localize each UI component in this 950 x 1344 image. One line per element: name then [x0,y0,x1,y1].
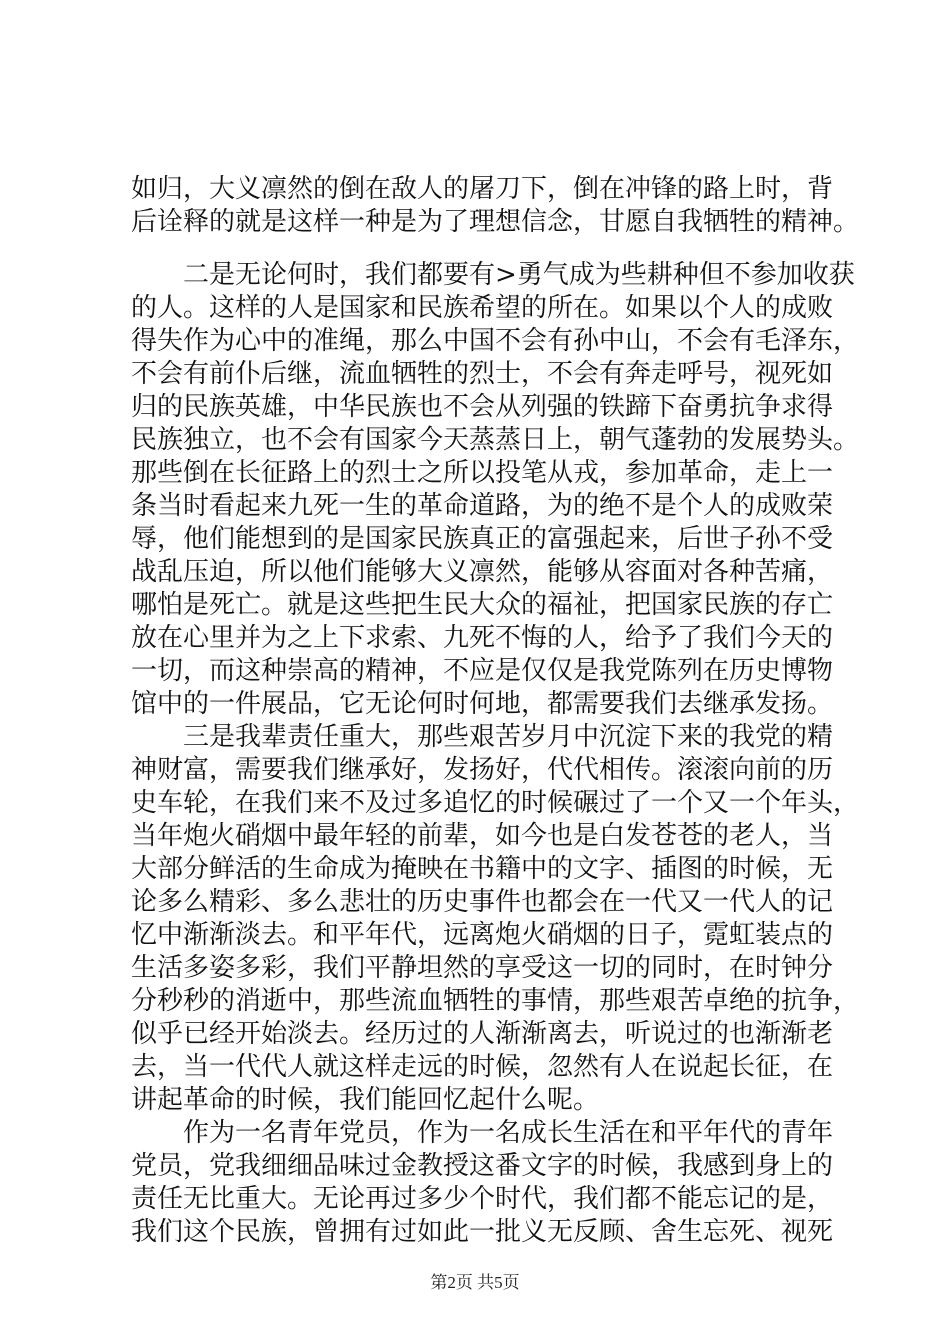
text-line: 条当时看起来九死一生的革命道路，为的绝不是个人的成败荣 [131,491,834,521]
paragraph-p1 [131,173,860,239]
text-line: 责任无比重大。无论再过多少个时代，我们都不能忘记的是， [131,1184,834,1214]
text-line: 那些倒在长征路上的烈士之所以投笔从戎，参加革命，走上一 [131,458,834,488]
paragraph-gap [131,239,831,259]
text-line: 大部分鲜活的生命成为掩映在书籍中的文字、插图的时候，无 [131,854,834,884]
text-line: 史车轮，在我们来不及过多追忆的时候碾过了一个又一个年头， [131,788,860,818]
text-line: 神财富，需要我们继承好，发扬好，代代相传。滚滚向前的历 [131,755,834,785]
text-line: 二是无论何时，我们都要有>勇气成为些耕种但不参加收获 [183,260,855,290]
text-line: 哪怕是死亡。就是这些把生民大众的福祉，把国家民族的存亡 [131,590,834,620]
paragraph-p2 [131,259,860,721]
text-line: 一切，而这种崇高的精神，不应是仅仅是我党陈列在历史博物 [131,656,834,686]
text-line: 战乱压迫，所以他们能够大义凛然，能够从容面对各种苦痛， [131,557,834,587]
text-line: 生活多姿多彩，我们平静坦然的享受这一切的同时，在时钟分 [131,953,834,983]
paragraph-p4 [131,1117,834,1249]
text-line: 得失作为心中的准绳，那么中国不会有孙中山，不会有毛泽东， [131,326,860,356]
document-body [131,173,860,1249]
text-line: 不会有前仆后继，流血牺牲的烈士，不会有奔走呼号，视死如 [131,359,834,389]
text-line: 后诠释的就是这样一种是为了理想信念，甘愿自我牺牲的精神。 [131,207,860,237]
page-footer [0,1272,950,1294]
text-line: 如归，大义凛然的倒在敌人的屠刀下，倒在冲锋的路上时，背 [131,174,834,204]
text-line: 论多么精彩、多么悲壮的历史事件也都会在一代又一代人的记 [131,887,834,917]
text-line: 讲起革命的时候，我们能回忆起什么呢。 [131,1085,600,1115]
text-line: 似乎已经开始淡去。经历过的人渐渐离去，听说过的也渐渐老 [131,1019,834,1049]
text-line: 党员，党我细细品味过金教授这番文字的时候，我感到身上的 [131,1151,834,1181]
text-line: 辱，他们能想到的是国家民族真正的富强起来，后世子孙不受 [131,524,834,554]
text-line: 去，当一代代人就这样走远的时候，忽然有人在说起长征，在 [131,1052,834,1082]
text-line: 归的民族英雄，中华民族也不会从列强的铁蹄下奋勇抗争求得 [131,392,834,422]
text-line: 我们这个民族，曾拥有过如此一批义无反顾、舍生忘死、视死 [131,1217,834,1247]
text-line: 作为一名青年党员，作为一名成长生活在和平年代的青年 [183,1118,834,1148]
text-line: 当年炮火硝烟中最年轻的前辈，如今也是白发苍苍的老人，当 [131,821,834,851]
text-line: 忆中渐渐淡去。和平年代，远离炮火硝烟的日子，霓虹装点的 [131,920,834,950]
text-line: 放在心里并为之上下求索、九死不悔的人，给予了我们今天的 [131,623,834,653]
text-line: 三是我辈责任重大，那些艰苦岁月中沉淀下来的我党的精 [183,722,834,752]
page-number-label: 第2页 共5页 [430,1273,520,1292]
text-line: 馆中的一件展品，它无论何时何地，都需要我们去继承发扬。 [131,689,834,719]
paragraph-p3 [131,721,860,1117]
text-line: 民族独立，也不会有国家今天蒸蒸日上，朝气蓬勃的发展势头。 [131,425,860,455]
text-line: 的人。这样的人是国家和民族希望的所在。如果以个人的成败 [131,293,834,323]
text-line: 分秒秒的消逝中，那些流血牺牲的事情，那些艰苦卓绝的抗争， [131,986,860,1016]
